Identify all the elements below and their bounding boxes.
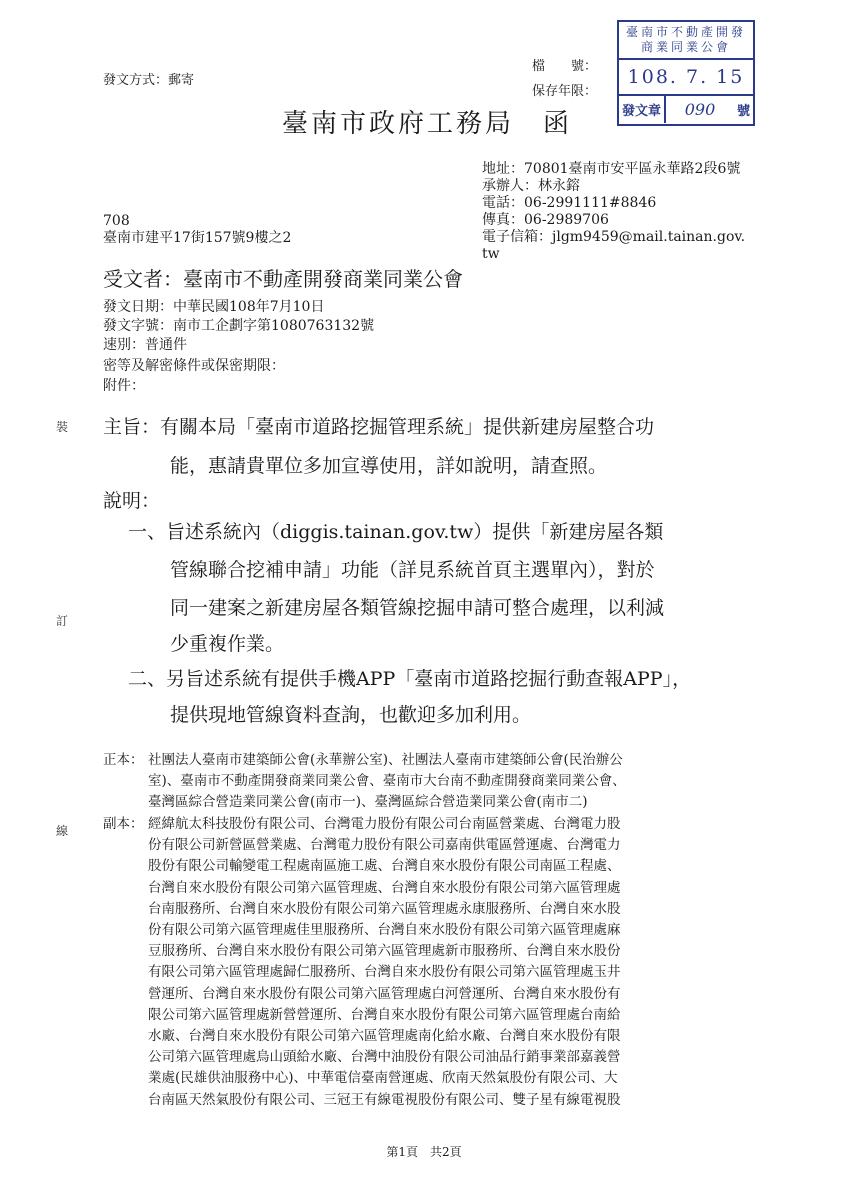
cc-line: 台南服務所、台灣自來水股份有限公司第六區管理處永康服務所、台灣自來水股	[148, 900, 621, 917]
page-number: 第1頁 共2頁	[386, 1145, 462, 1159]
binding-mark-xian: 線	[56, 824, 69, 838]
cc-line: 經緯航太科技股份有限公司、台灣電力股份有限公司台南區營業處、台灣電力股	[148, 816, 621, 832]
issue-date: 發文日期：中華民國108年7月10日	[103, 299, 325, 315]
cc-line: 台南區天然氣股份有限公司、三冠王有線電視股份有限公司、雙子星有線電視股	[148, 1091, 621, 1108]
cc-line: 有限公司第六區管理處歸仁服務所、台灣自來水股份有限公司第六區管理處玉井	[148, 964, 621, 981]
secret-class: 密等及解密條件或保密期限：	[103, 358, 285, 374]
recipient: 受文者：臺南市不動產開發商業同業公會	[103, 267, 463, 291]
sender-phone: 電話：06-2991111#8846	[482, 195, 657, 211]
received-stamp	[617, 20, 755, 126]
subject-line-1: 主旨：有關本局「臺南市道路挖掘管理系統」提供新建房屋整合功	[103, 416, 655, 438]
cc-line: 公司第六區管理處烏山頭給水廠、台灣中油股份有限公司油品行銷事業部嘉義營	[148, 1049, 621, 1066]
retention-label: 保存年限：	[532, 84, 598, 99]
document-title: 臺南市政府工務局 函	[282, 109, 573, 139]
cc-line: 營運所、台灣自來水股份有限公司第六區管理處白河營運所、台灣自來水股份有	[148, 985, 621, 1002]
sender-address: 地址：70801臺南市安平區永華路2段6號	[482, 161, 741, 177]
explanation-item-1-line-1: 一、旨述系統內（diggis.tainan.gov.tw）提供「新建房屋各類	[128, 521, 664, 543]
explanation-item-2-line-1: 二、另旨述系統有提供手機APP「臺南市道路挖掘行動查報APP」，	[128, 668, 692, 690]
document-number: 發文字號：南市工企劃字第1080763132號	[103, 318, 375, 334]
cc-line: 份有限公司新營區營業處、台灣電力股份有限公司嘉南供電區營運處、台灣電力	[148, 837, 621, 854]
explanation-label: 說明：	[103, 490, 161, 512]
stamp-number-value: 090	[684, 100, 716, 119]
stamp-date: 108. 7. 15	[627, 66, 745, 88]
explanation-item-1-line-2: 管線聯合挖補申請」功能（詳見系統首頁主選單內），對於	[170, 559, 655, 581]
cc-line: 份有限公司第六區管理處佳里服務所、台灣自來水股份有限公司第六區管理處麻	[148, 922, 621, 939]
file-number-label: 檔 號：	[532, 59, 598, 74]
recipient-street: 臺南市建平17街157號9樓之2	[103, 230, 292, 246]
recipient-zip: 708	[103, 213, 130, 229]
stamp-number-row	[619, 94, 753, 123]
cc-line: 限公司第六區管理處新營營運所、台灣自來水股份有限公司第六區管理處台南給	[148, 1006, 621, 1023]
cc-recipients	[148, 814, 621, 1111]
original-recipients-label: 正本：	[103, 752, 144, 768]
binding-mark-ding: 訂	[56, 614, 69, 628]
stamp-org: 臺南市不動產開發商業同業公會	[619, 22, 753, 60]
original-recipients	[148, 750, 626, 814]
stamp-number-label: 發文章	[619, 96, 666, 123]
original-line: 室)、臺南市不動產開發商業同業公會、臺南市大台南不動產開發商業同業公會、	[148, 773, 626, 790]
cc-line: 業處(民雄供油服務中心)、中華電信臺南營運處、欣南天然氣股份有限公司、大	[148, 1070, 618, 1087]
explanation-item-1-line-3: 同一建案之新建房屋各類管線挖掘申請可整合處理，以利減	[170, 597, 665, 619]
explanation-item-1-line-4: 少重複作業。	[170, 633, 285, 655]
speed-class: 速別：普通件	[103, 337, 187, 353]
binding-mark-zhuang: 裝	[56, 420, 69, 434]
sender-handler: 承辦人：林永鎔	[482, 178, 580, 194]
cc-line: 股份有限公司輸變電工程處南區施工處、台灣自來水股份有限公司南區工程處、	[148, 858, 621, 875]
attachment: 附件：	[103, 378, 145, 394]
sender-email: 電子信箱：jlgm9459@mail.tainan.gov.	[482, 229, 746, 245]
sender-fax: 傳真：06-2989706	[482, 212, 609, 228]
cc-recipients-label: 副本：	[103, 816, 144, 832]
stamp-number-suffix: 號	[736, 104, 750, 119]
cc-line: 豆服務所、台灣自來水股份有限公司第六區管理處新市服務所、台灣自來水股份	[148, 943, 621, 960]
original-line: 社團法人臺南市建築師公會(永華辦公室)、社團法人臺南市建築師公會(民治辦公	[148, 752, 623, 768]
cc-line: 水廠、台灣自來水股份有限公司第六區管理處南化給水廠、台灣自來水股份有限	[148, 1028, 621, 1045]
sender-email-cont: tw	[482, 246, 500, 262]
send-method: 發文方式：郵寄	[103, 73, 195, 88]
original-line: 臺灣區綜合營造業同業公會(南市一)、臺灣區綜合營造業同業公會(南市二)	[148, 794, 588, 811]
cc-line: 台灣自來水股份有限公司第六區管理處、台灣自來水股份有限公司第六區管理處	[148, 879, 621, 896]
subject-line-2: 能，惠請貴單位多加宣導使用，詳如說明，請查照。	[170, 455, 608, 477]
explanation-item-2-line-2: 提供現地管線資料查詢，也歡迎多加利用。	[170, 704, 532, 726]
